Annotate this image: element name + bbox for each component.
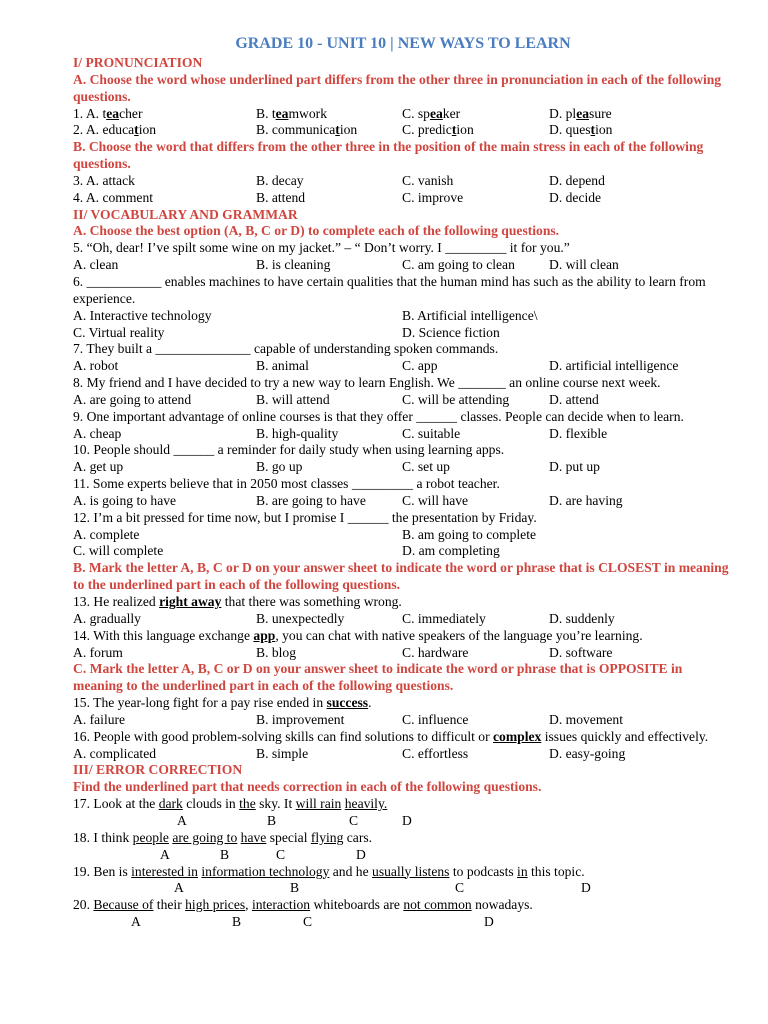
section-vocabulary: II/ VOCABULARY AND GRAMMAR — [73, 206, 298, 222]
q19-part-b: information technology — [201, 863, 330, 879]
q8-option-a: A. are going to attend — [73, 391, 192, 407]
q13-underlined: right away — [159, 594, 222, 609]
q5-option-d: D. will clean — [549, 257, 619, 273]
q11-option-d: D. are having — [549, 492, 623, 508]
q19-letter-d: D — [581, 880, 591, 896]
q18-part-a: people — [132, 829, 169, 845]
question-9-stem: 9. One important advantage of online courses is that they offer ______ classes. People can decide when to learn. — [73, 408, 684, 424]
question-2-options — [73, 122, 733, 139]
q1-option-a: 1. A. teacher — [73, 105, 143, 121]
q18-letters — [73, 847, 733, 864]
q7-option-b: B. animal — [256, 358, 309, 374]
q2-option-c: C. prediction — [402, 122, 474, 138]
q14-option-d: D. software — [549, 644, 613, 660]
question-5-stem: 5. “Oh, dear! I’ve spilt some wine on my jacket.” – “ Don’t worry. I _________ it for you.” — [73, 240, 570, 256]
page-title: GRADE 10 - UNIT 10 | NEW WAYS TO LEARN — [235, 35, 571, 52]
section-error-correction: III/ ERROR CORRECTION — [73, 762, 243, 778]
q20-letter-a: A — [131, 914, 141, 930]
q17-letter-c: C — [349, 812, 359, 828]
q14-option-c: C. hardware — [402, 644, 469, 660]
instruction-vocab-b: B. Mark the letter A, B, C or D on your answer sheet to indicate the word or phrase that is CLOSEST in meaning to the underlined part in each of the following questions. — [73, 560, 729, 593]
question-16-options — [73, 746, 733, 763]
question-8-options — [73, 392, 733, 409]
q16-option-d: D. easy-going — [549, 745, 626, 761]
q12-option-d: D. am completing — [402, 543, 500, 559]
q16-option-a: A. complicated — [73, 745, 157, 761]
q9-option-d: D. flexible — [549, 425, 608, 441]
q15-underlined: success — [326, 695, 369, 711]
q3-option-b: B. decay — [256, 172, 304, 188]
q17-part-a: dark — [158, 796, 183, 812]
q5-option-a: A. clean — [73, 257, 119, 273]
q7-option-a: A. robot — [73, 358, 119, 374]
q8-option-d: D. attend — [549, 391, 599, 407]
question-16-stem: 16. People with good problem-solving skills can find solutions to difficult or complex issues quickly and effectively. — [73, 728, 709, 744]
q14-underlined: app — [253, 627, 276, 643]
question-17-stem: 17. Look at the dark clouds in the sky. It will rain heavily. — [73, 796, 388, 812]
q19-letter-c: C — [455, 880, 465, 896]
question-11-stem: 11. Some experts believe that in 2050 most classes _________ a robot teacher. — [73, 476, 500, 492]
q19-part-a: interested in — [131, 863, 198, 879]
q11-option-a: A. is going to have — [73, 492, 177, 508]
q20-letter-c: C — [303, 914, 313, 930]
section-pronunciation: I/ PRONUNCIATION — [73, 55, 203, 70]
q17-part-b: the — [239, 796, 256, 812]
q15-option-d: D. movement — [549, 711, 623, 727]
q4-option-a: 4. A. comment — [73, 189, 154, 205]
q16-option-c: C. effortless — [402, 745, 469, 761]
q20-part-b: high prices — [185, 897, 246, 913]
question-8-stem: 8. My friend and I have decided to try a new way to learn English. We _______ an online course next week. — [73, 375, 661, 391]
q6-option-c: C. Virtual reality — [73, 324, 165, 340]
question-20-stem: 20. Because of their high prices, interaction whiteboards are not common nowadays. — [73, 897, 533, 913]
q17-letter-a: A — [177, 812, 187, 828]
q18-letter-c: C — [276, 846, 286, 862]
q3-option-d: D. depend — [549, 172, 605, 188]
q15-option-a: A. failure — [73, 711, 126, 727]
q19-letter-a: A — [174, 880, 184, 896]
q18-part-b: are going to — [172, 829, 238, 845]
question-6-stem: 6. ___________ enables machines to have certain qualities that the human mind has such as the ability to learn from experience. — [73, 273, 706, 306]
question-10-options — [73, 459, 733, 476]
q16-option-b: B. simple — [256, 745, 309, 761]
q8-option-c: C. will be attending — [402, 391, 510, 407]
q9-option-b: B. high-quality — [256, 425, 339, 441]
question-13-stem: 13. He realized right away that there was something wrong. — [73, 594, 402, 609]
q10-option-c: C. set up — [402, 459, 450, 475]
question-15-stem: 15. The year-long fight for a pay rise ended in success. — [73, 695, 372, 711]
q6-option-d: D. Science fiction — [402, 324, 500, 340]
q12-option-a: A. complete — [73, 526, 140, 542]
question-3-options — [73, 173, 733, 190]
q4-option-b: B. attend — [256, 189, 306, 205]
question-6-options-cd — [73, 325, 733, 342]
q20-part-c: interaction — [251, 897, 311, 913]
q15-option-c: C. influence — [402, 711, 469, 727]
q12-option-c: C. will complete — [73, 543, 164, 559]
question-4-options — [73, 190, 733, 207]
q14-option-a: A. forum — [73, 644, 123, 660]
q2-option-d: D. question — [549, 122, 613, 138]
q11-option-c: C. will have — [402, 492, 469, 508]
q20-letter-b: B — [232, 914, 242, 930]
q19-letter-b: B — [290, 880, 300, 896]
instruction-vocab-a: A. Choose the best option (A, B, C or D) to complete each of the following questions. — [73, 223, 560, 239]
instruction-pron-a: A. Choose the word whose underlined part differs from the other three in pronunciation in each of the following questions. — [73, 71, 722, 104]
question-12-options-cd — [73, 543, 733, 560]
q10-option-d: D. put up — [549, 459, 600, 475]
q15-option-b: B. improvement — [256, 711, 345, 727]
question-14-options — [73, 645, 733, 662]
q4-option-d: D. decide — [549, 189, 602, 205]
question-14-stem: 14. With this language exchange app, you can chat with native speakers of the language you’re learning. — [73, 627, 643, 643]
question-11-options — [73, 493, 733, 510]
q2-option-b: B. communication — [256, 122, 358, 138]
q13-option-c: C. immediately — [402, 610, 486, 626]
q18-letter-a: A — [160, 846, 170, 862]
q20-part-d: not common — [403, 897, 472, 913]
q3-option-a: 3. A. attack — [73, 172, 135, 188]
q13-option-b: B. unexpectedly — [256, 610, 345, 626]
q19-part-d: in — [517, 863, 528, 879]
q7-option-c: C. app — [402, 358, 438, 374]
question-13-options — [73, 611, 733, 628]
q6-option-b: B. Artificial intelligence\ — [402, 307, 538, 323]
question-5-options — [73, 257, 733, 274]
q4-option-c: C. improve — [402, 189, 464, 205]
q11-option-b: B. are going to have — [256, 492, 366, 508]
question-7-options — [73, 358, 733, 375]
q17-letters — [73, 813, 733, 830]
q17-part-c: will rain — [295, 796, 342, 812]
q17-part-d: heavily. — [344, 796, 388, 812]
q1-option-d: D. pleasure — [549, 105, 612, 121]
q18-letter-b: B — [220, 846, 230, 862]
question-12-options-ab — [73, 527, 733, 544]
q19-letters — [73, 880, 733, 897]
question-7-stem: 7. They built a ______________ capable of understanding spoken commands. — [73, 341, 499, 357]
q13-option-a: A. gradually — [73, 610, 141, 626]
q16-underlined: complex — [493, 728, 542, 744]
q13-option-d: D. suddenly — [549, 610, 615, 626]
q8-option-b: B. will attend — [256, 391, 330, 407]
instruction-error: Find the underlined part that needs correction in each of the following questions. — [73, 779, 542, 795]
q6-option-a: A. Interactive technology — [73, 307, 212, 323]
question-1-options — [73, 106, 733, 123]
q20-letter-d: D — [484, 914, 494, 930]
q5-option-c: C. am going to clean — [402, 257, 515, 273]
q3-option-c: C. vanish — [402, 172, 454, 188]
q9-option-c: C. suitable — [402, 425, 461, 441]
q1-option-c: C. speaker — [402, 105, 461, 121]
q7-option-d: D. artificial intelligence — [549, 358, 679, 374]
q12-option-b: B. am going to complete — [402, 526, 537, 542]
question-9-options — [73, 426, 733, 443]
question-12-stem: 12. I’m a bit pressed for time now, but I promise I ______ the presentation by Friday. — [73, 509, 537, 525]
q18-letter-d: D — [356, 846, 366, 862]
question-18-stem: 18. I think people are going to have special flying cars. — [73, 829, 373, 845]
q14-option-b: B. blog — [256, 644, 297, 660]
q5-option-b: B. is cleaning — [256, 257, 331, 273]
question-6-options-ab — [73, 308, 733, 325]
instruction-pron-b: B. Choose the word that differs from the other three in the position of the main stress in each of the following questions. — [73, 139, 704, 172]
q10-option-b: B. go up — [256, 459, 303, 475]
q20-part-a: Because of — [93, 897, 154, 913]
question-19-stem: 19. Ben is interested in information technology and he usually listens to podcasts in this topic. — [73, 863, 585, 879]
q18-part-c: have — [240, 829, 267, 845]
q1-option-b: B. teamwork — [256, 105, 327, 121]
q17-letter-d: D — [402, 812, 412, 828]
q9-option-a: A. cheap — [73, 425, 122, 441]
q17-letter-b: B — [267, 812, 277, 828]
question-10-stem: 10. People should ______ a reminder for daily study when using learning apps. — [73, 442, 505, 458]
question-15-options — [73, 712, 733, 729]
q20-letters — [73, 914, 733, 931]
q18-part-d: flying — [310, 829, 344, 845]
q2-option-a: 2. A. education — [73, 122, 157, 138]
q19-part-c: usually listens — [372, 863, 450, 879]
q10-option-a: A. get up — [73, 459, 124, 475]
instruction-vocab-c: C. Mark the letter A, B, C or D on your answer sheet to indicate the word or phrase that is OPPOSITE in meaning to the underlined part in each of the following questions. — [73, 661, 683, 694]
worksheet — [73, 34, 733, 931]
